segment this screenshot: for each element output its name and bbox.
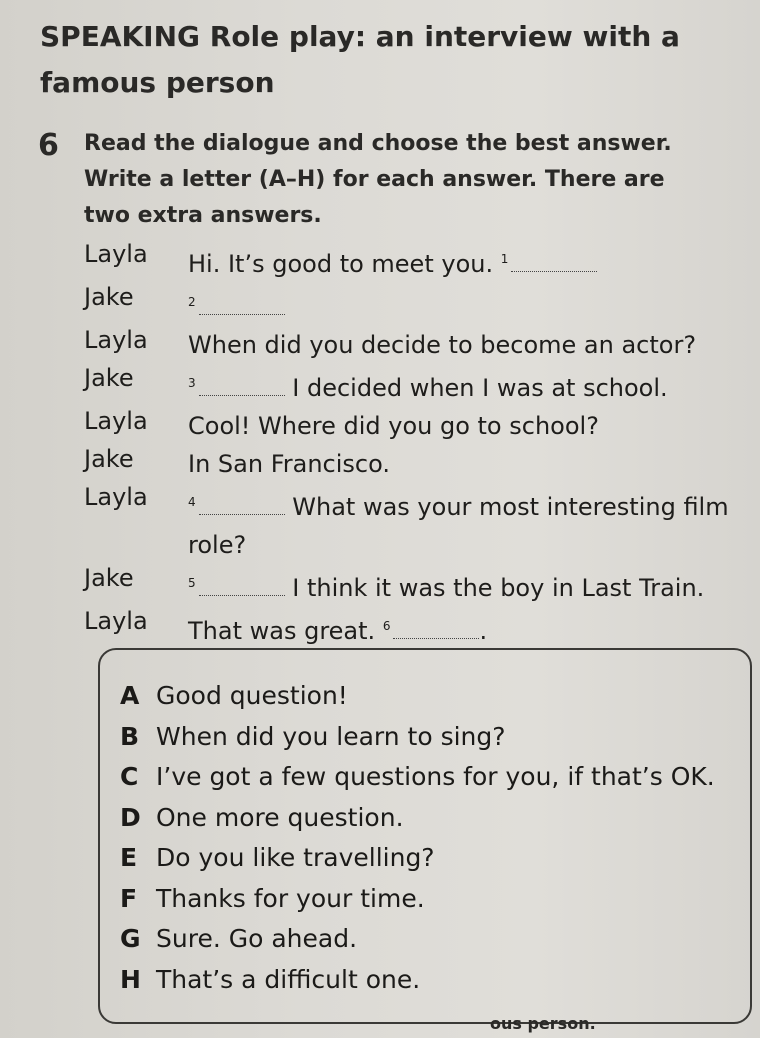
speech-text [188, 607, 744, 650]
task-text: Read the dialogue and choose the best answer. Write a letter (A–H) for each answer. There are two extra answers. [84, 131, 672, 228]
answer-gap[interactable] [393, 634, 479, 639]
option-text: That’s a difficult one. [156, 964, 421, 994]
option-item [120, 919, 750, 960]
option-letter: G [120, 924, 141, 953]
option-letter: H [120, 964, 141, 994]
dialogue-line [84, 240, 744, 283]
option-item [120, 960, 750, 1001]
speaker-name: Layla [84, 483, 148, 511]
dialogue-line [84, 326, 744, 364]
option-text: One more question. [156, 802, 404, 832]
answer-gap[interactable] [199, 510, 285, 515]
speech-after-gap: What was your most interesting film role? [188, 493, 729, 559]
option-item [120, 879, 750, 920]
speech-text [188, 240, 744, 283]
task-number: 6 [38, 128, 59, 163]
option-text: Good question! [156, 681, 348, 710]
answer-options [120, 676, 750, 1000]
option-item [120, 676, 750, 717]
answer-gap[interactable] [199, 591, 285, 596]
dialogue-line [84, 564, 744, 607]
option-letter: E [120, 843, 138, 872]
task-instructions [38, 126, 718, 234]
speech-text [188, 283, 744, 326]
answer-gap[interactable] [511, 267, 597, 272]
option-text: Sure. Go ahead. [156, 924, 358, 953]
option-item [120, 798, 750, 839]
speaker-name: Layla [84, 607, 148, 635]
gap-number: 3 [188, 376, 196, 390]
speech-text [188, 326, 744, 364]
gap-number: 4 [188, 495, 196, 509]
speaker-name: Layla [84, 407, 148, 435]
option-letter: C [120, 762, 139, 791]
speech-text [188, 364, 744, 407]
speech-before-gap: Hi. It’s good to meet you. [188, 250, 494, 278]
speaker-name: Jake [84, 364, 134, 392]
speech-text [188, 407, 744, 445]
speech-before-gap: In San Francisco. [188, 450, 390, 478]
option-item [120, 717, 750, 758]
speech-before-gap: That was great. [188, 617, 376, 645]
option-item [120, 838, 750, 879]
speech-text [188, 564, 744, 607]
speech-after-gap: I decided when I was at school. [284, 374, 668, 402]
speech-text [188, 483, 744, 564]
speaker-name: Jake [84, 283, 134, 311]
dialogue-line [84, 483, 744, 564]
gap-number: 5 [188, 576, 196, 590]
option-text: Thanks for your time. [156, 883, 425, 913]
answer-gap[interactable] [199, 310, 285, 315]
speaker-name: Jake [84, 564, 134, 592]
section-heading: SPEAKING Role play: an interview with a famous person [40, 20, 680, 99]
option-text: Do you like travelling? [156, 843, 435, 872]
dialogue-line [84, 607, 744, 650]
speech-before-gap: Cool! Where did you go to school? [188, 412, 599, 440]
speech-after-gap: I think it was the boy in Last Train. [284, 574, 705, 602]
speaker-name: Jake [84, 445, 134, 473]
speech-text [188, 445, 744, 483]
dialogue [84, 240, 744, 650]
gap-number: 6 [382, 619, 391, 633]
option-text: I’ve got a few questions for you, if that’s OK. [156, 762, 715, 791]
option-item [120, 757, 750, 798]
speaker-name: Layla [84, 326, 148, 354]
dialogue-line [84, 445, 744, 483]
page-footer: ous person. [490, 1014, 596, 1033]
speech-before-gap: When did you decide to become an actor? [188, 331, 697, 359]
option-letter: A [120, 681, 140, 710]
speech-after-gap: . [479, 617, 488, 645]
option-letter: B [120, 721, 140, 751]
speaker-name: Layla [84, 240, 148, 268]
gap-number: 1 [500, 252, 509, 266]
dialogue-line [84, 283, 744, 326]
option-letter: D [120, 802, 141, 832]
option-letter: F [120, 883, 138, 913]
gap-number: 2 [188, 295, 196, 309]
option-text: When did you learn to sing? [156, 721, 506, 751]
dialogue-line [84, 407, 744, 445]
dialogue-line [84, 364, 744, 407]
answer-gap[interactable] [199, 391, 285, 396]
